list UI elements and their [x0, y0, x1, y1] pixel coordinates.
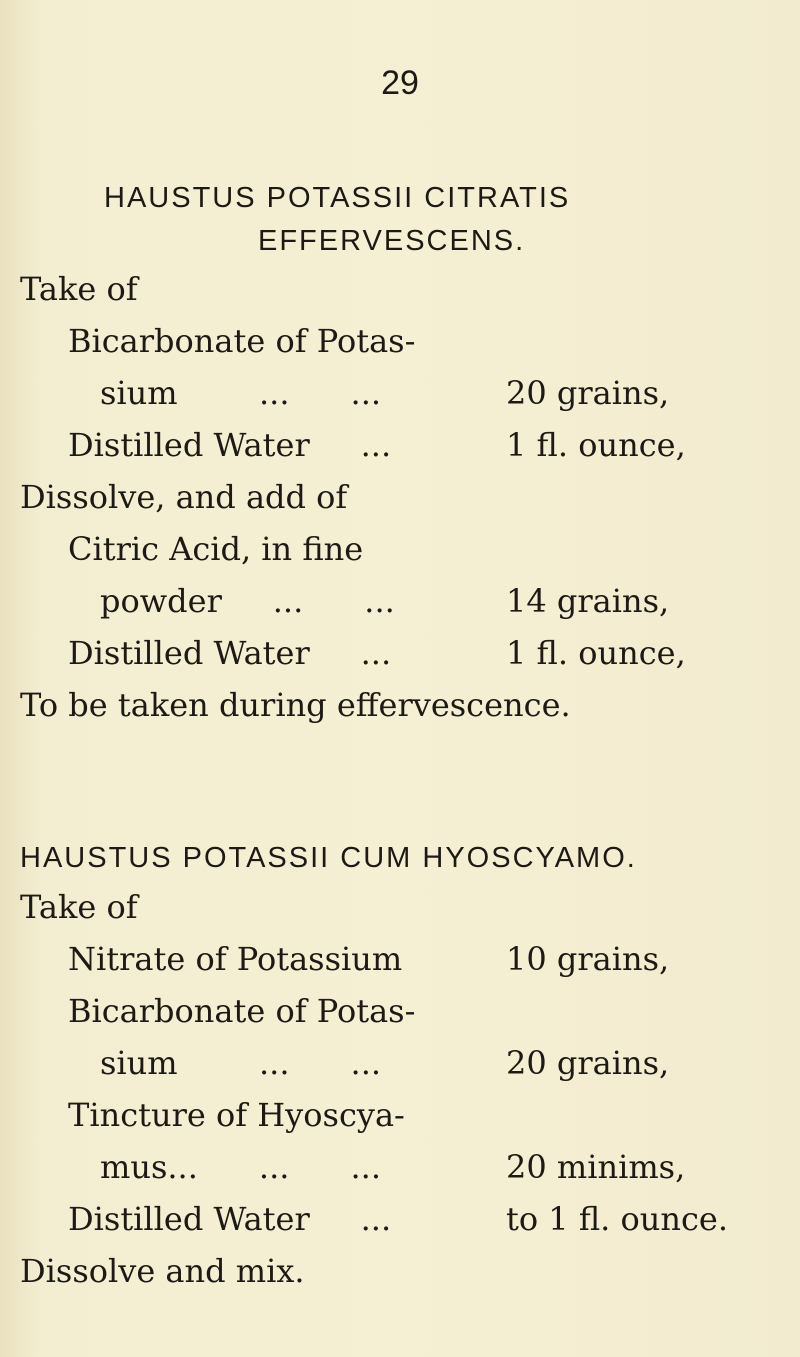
- recipe-2-ingredient-3-qty: 20 grains,: [506, 1044, 670, 1082]
- recipe-2-ingredient-6-qty: to 1 fl. ounce.: [506, 1200, 729, 1238]
- recipe-2-ingredient-6-name: Distilled Water ...: [68, 1200, 392, 1238]
- recipe-1-ingredient-5-name: powder ... ...: [100, 582, 395, 620]
- recipe-2-take-of: Take of: [20, 888, 138, 926]
- recipe-1-title-line-2: EFFERVESCENS.: [258, 225, 526, 257]
- recipe-1-ingredient-4-name: Citric Acid, in fine: [68, 530, 364, 568]
- recipe-1-title-line-1: HAUSTUS POTASSII CITRATIS: [104, 182, 571, 214]
- recipe-1-instruction: Dissolve, and add of: [20, 478, 348, 516]
- page-number: 29: [381, 64, 419, 102]
- recipe-2-title: HAUSTUS POTASSII CUM HYOSCYAMO.: [20, 842, 637, 874]
- recipe-2-ingredient-5-name: mus... ... ...: [100, 1148, 381, 1186]
- recipe-1-ingredient-3-name: Distilled Water ...: [68, 426, 392, 464]
- recipe-1-take-of: Take of: [20, 270, 138, 308]
- recipe-1-ingredient-3-qty: 1 fl. ounce,: [506, 426, 686, 464]
- recipe-2-ingredient-1-qty: 10 grains,: [506, 940, 670, 978]
- recipe-2-ingredient-2-name: Bicarbonate of Potas-: [68, 992, 416, 1030]
- recipe-1-ingredient-6-name: Distilled Water ...: [68, 634, 392, 672]
- recipe-1-ingredient-2-qty: 20 grains,: [506, 374, 670, 412]
- recipe-1-ingredient-5-qty: 14 grains,: [506, 582, 670, 620]
- recipe-2-ingredient-1-name: Nitrate of Potassium: [68, 940, 403, 978]
- recipe-1-ingredient-6-qty: 1 fl. ounce,: [506, 634, 686, 672]
- recipe-1-closing: To be taken during effervescence.: [20, 686, 571, 724]
- recipe-2-ingredient-3-name: sium ... ...: [100, 1044, 382, 1082]
- recipe-2-ingredient-4-name: Tincture of Hyoscya-: [68, 1096, 405, 1134]
- recipe-1-ingredient-1-name: Bicarbonate of Potas-: [68, 322, 416, 360]
- recipe-2-closing: Dissolve and mix.: [20, 1252, 305, 1290]
- recipe-2-ingredient-5-qty: 20 minims,: [506, 1148, 686, 1186]
- recipe-1-ingredient-2-name: sium ... ...: [100, 374, 382, 412]
